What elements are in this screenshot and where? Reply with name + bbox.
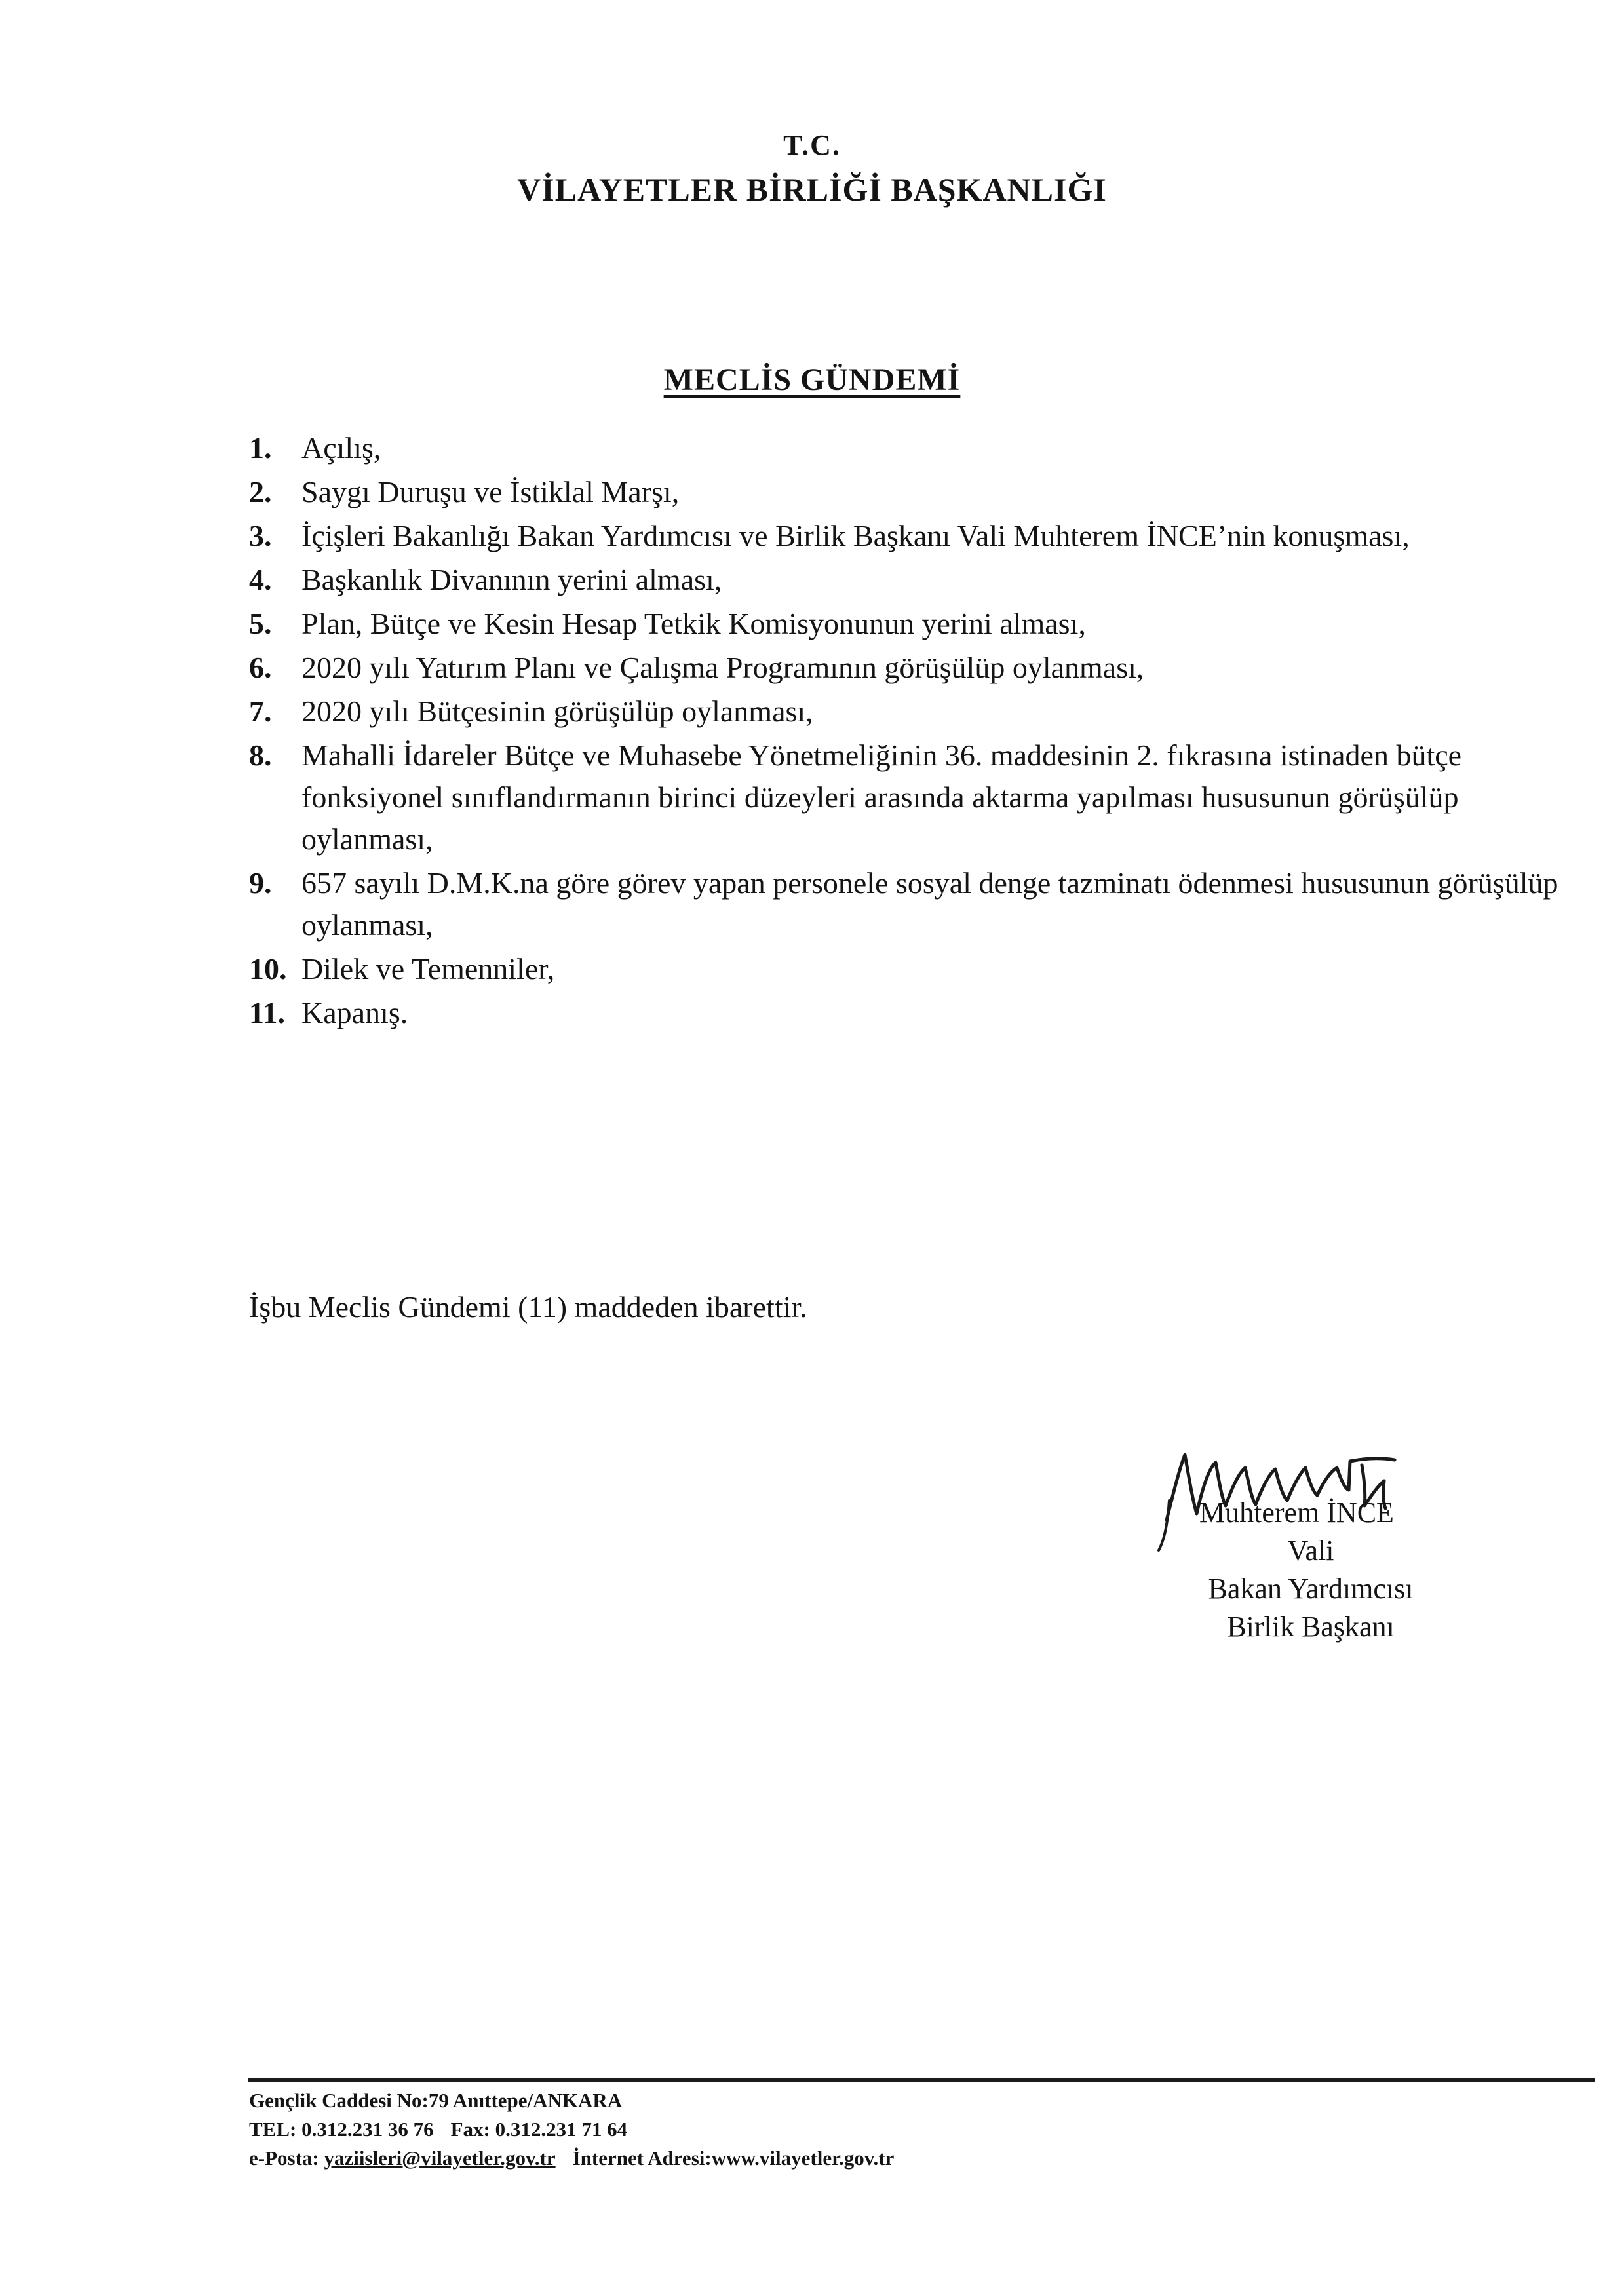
header-organization: VİLAYETLER BİRLİĞİ BAŞKANLIĞI <box>517 171 1107 208</box>
agenda-item <box>249 948 1586 990</box>
footer <box>249 2086 894 2173</box>
signatory-name: Muhterem İNCE <box>1199 1497 1394 1529</box>
agenda-item <box>249 691 1586 733</box>
agenda-item-number: 10. <box>249 952 287 985</box>
agenda-item-text: Kapanış. <box>301 996 408 1029</box>
footer-email-label: e-Posta: <box>249 2147 319 2170</box>
agenda-item-number: 11. <box>249 996 285 1029</box>
agenda-item <box>249 647 1586 689</box>
agenda-item <box>249 862 1586 946</box>
agenda-item-number: 1. <box>249 431 272 465</box>
footer-fax: Fax: 0.312.231 71 64 <box>450 2118 628 2141</box>
agenda-item-number: 3. <box>249 519 272 552</box>
agenda-list <box>249 427 1586 1036</box>
footer-contact <box>249 2115 894 2144</box>
footer-web-link[interactable]: www.vilayetler.gov.tr <box>711 2147 895 2170</box>
agenda-item <box>249 471 1586 513</box>
agenda-item-text: Plan, Bütçe ve Kesin Hesap Tetkik Komisyonunun yerini alması, <box>301 607 1086 640</box>
agenda-item-text: 2020 yılı Bütçesinin görüşülüp oylanması, <box>301 695 813 728</box>
agenda-item-number: 7. <box>249 695 272 728</box>
agenda-item <box>249 559 1586 601</box>
agenda-item-text: Saygı Duruşu ve İstiklal Marşı, <box>301 475 680 508</box>
signatory-title-union-president: Birlik Başkanı <box>1227 1611 1395 1643</box>
footer-address: Gençlik Caddesi No:79 Anıttepe/ANKARA <box>249 2089 623 2112</box>
agenda-item <box>249 515 1586 557</box>
agenda-item <box>249 427 1586 469</box>
agenda-item-text: Başkanlık Divanının yerini alması, <box>301 563 722 596</box>
agenda-item-number: 6. <box>249 651 272 684</box>
footer-tel: TEL: 0.312.231 36 76 <box>249 2118 434 2141</box>
document-title: MECLİS GÜNDEMİ <box>663 362 961 397</box>
footer-email-link[interactable]: yaziisleri@vilayetler.gov.tr <box>324 2147 556 2170</box>
agenda-item-text: Mahalli İdareler Bütçe ve Muhasebe Yönetmeliğinin 36. maddesinin 2. fıkrasına istinaden bütçe fonksiyonel sınıflandırmanın birinci düzeyleri arasında aktarma yapılması hususunun görüşülüp oylanması, <box>301 738 1462 856</box>
agenda-item-number: 8. <box>249 738 272 772</box>
agenda-item-number: 4. <box>249 563 272 596</box>
agenda-item-text: Açılış, <box>301 431 381 465</box>
footer-divider <box>248 2078 1595 2082</box>
agenda-item-text: Dilek ve Temenniler, <box>301 952 555 985</box>
agenda-item <box>249 603 1586 645</box>
agenda-item-number: 9. <box>249 866 272 900</box>
footer-web-label: İnternet Adresi: <box>572 2147 712 2170</box>
agenda-item <box>249 735 1586 860</box>
signatory-title-deputy-minister: Bakan Yardımcısı <box>1208 1573 1414 1605</box>
agenda-item-number: 5. <box>249 607 272 640</box>
agenda-item <box>249 992 1586 1034</box>
agenda-item-number: 2. <box>249 475 272 508</box>
agenda-item-text: İçişleri Bakanlığı Bakan Yardımcısı ve Birlik Başkanı Vali Muhterem İNCE’nin konuşması, <box>301 519 1410 552</box>
signature-block <box>1160 1494 1461 1646</box>
footer-online <box>249 2144 894 2173</box>
agenda-summary: İşbu Meclis Gündemi (11) maddeden ibarettir. <box>249 1290 807 1324</box>
signatory-title-vali: Vali <box>1287 1535 1334 1567</box>
agenda-item-text: 2020 yılı Yatırım Planı ve Çalışma Programının görüşülüp oylanması, <box>301 651 1144 684</box>
agenda-item-text: 657 sayılı D.M.K.na göre görev yapan personele sosyal denge tazminatı ödenmesi hususunun görüşülüp oylanması, <box>301 866 1558 942</box>
header-tc: T.C. <box>783 129 841 161</box>
